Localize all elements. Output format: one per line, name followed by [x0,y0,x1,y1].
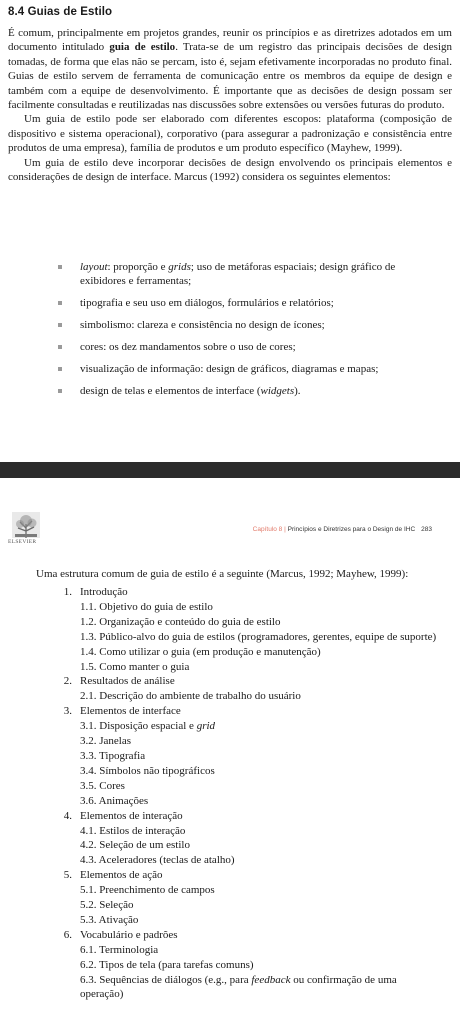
bullet-item [58,362,438,376]
header-separator: | [282,526,288,533]
toc-section-number: 4. [63,809,72,822]
toc-intro: Uma estrutura comum de guia de estilo é a seguinte (Marcus, 1992; Mayhew, 1999): [36,568,409,580]
toc-subsection [58,660,438,675]
toc-subsection-text: 4.3. Aceleradores (teclas de atalho) [80,854,235,867]
paragraph-1-bold-term: guia de estilo [109,41,176,54]
toc-section-title: Elementos de interface [80,705,181,718]
toc-section-number: 3. [63,705,72,718]
paragraph-1-text-b: . Trata-se de um registro das principais decisões de design tomadas, de forma que elas não se percam, isto é, sejam efetivamente incorporadas no produto final. Guias de estilo servem de ferramenta de comunicação entre os membros da equipe de design e também com a equipe de desenvolvimento. É importante que as decisões de design possam ser facilmente consultadas e reutilizadas nas discussões sobre extensões ou versões futuras do produto. [8,41,452,112]
toc-subsection-text-tail: ou confirmação de uma operação) [80,973,397,1001]
toc-subsection [58,838,438,853]
top-page [0,0,460,462]
bottom-page [0,478,460,1025]
toc-subsection-italic: feedback [251,973,291,986]
paragraph-3: Um guia de estilo deve incorporar decisões de design envolvendo os principais elementos e considerações de design de interface. Marcus (1992) considera os seguintes elementos: [8,156,452,184]
page-divider [0,462,460,478]
toc-subsection-italic: grid [196,720,216,733]
toc-subsection [58,958,438,973]
toc-subsection [58,749,438,764]
toc-subsection-text: 4.2. Seleção de um estilo [80,839,190,852]
toc-subsection [58,615,438,630]
square-bullet-icon [58,265,62,269]
toc-subsection-text: 3.2. Janelas [80,735,132,748]
bullet-item [58,260,438,289]
square-bullet-icon [58,345,62,349]
toc-section-number: 1. [63,586,72,598]
toc-section [58,928,438,943]
elsevier-tree-logo [12,512,40,542]
square-bullet-icon [58,323,62,327]
toc-subsection-text: 1.4. Como utilizar o guia (em produção e manutenção) [80,645,321,658]
bullet-text: ). [294,384,301,397]
toc-subsection-text: 3.6. Animações [80,794,149,807]
bullet-italic-term: widgets [260,384,295,397]
bullet-italic-term: grids [168,261,191,273]
toc-subsection-text: 6.3. Sequências de diálogos (e.g., para [80,973,252,986]
toc-section-title: Elementos de interação [80,809,183,822]
toc-subsection-text: 5.3. Ativação [80,913,139,926]
toc-subsection [58,779,438,794]
toc-section-title: Vocabulário e padrões [80,928,178,941]
toc-subsection-text: 3.3. Tipografia [80,749,146,762]
toc-subsection [58,794,438,809]
toc-section [58,868,438,883]
toc-subsection-text: 1.2. Organização e conteúdo do guia de estilo [80,615,281,628]
toc-subsection [58,824,438,839]
square-bullet-icon [58,389,62,393]
bullet-text: ; uso de metáforas espaciais; design gráfico de exibidores e ferramentas; [80,261,396,288]
toc-subsection [58,734,438,749]
toc-subsection-text: 3.1. Disposição espacial e [80,720,197,733]
square-bullet-icon [58,301,62,305]
toc-subsection-text: 4.1. Estilos de interação [80,824,186,837]
toc-subsection-text: 2.1. Descrição do ambiente de trabalho do usuário [80,690,301,703]
toc-subsection [58,883,438,898]
publisher-name: ELSEVIER [8,539,37,545]
bullet-text: tipografia e seu uso em diálogos, formulários e relatórios; [80,297,334,310]
body-text [8,26,452,184]
toc-section [58,674,438,689]
toc-subsection-text: 5.1. Preenchimento de campos [80,884,215,897]
chapter-label: Capítulo 8 [252,526,283,533]
toc-subsection [58,645,438,660]
toc-subsection [58,689,438,704]
toc-subsection-text: 1.1. Objetivo do guia de estilo [80,600,213,613]
square-bullet-icon [58,367,62,371]
bullet-italic-term: layout [80,261,108,273]
paragraph-1-text-a: É comum, principalmente em projetos grandes, reunir os princípios e as diretrizes adotados em um documento intitulado [8,27,452,54]
bullet-text: cores: os dez mandamentos sobre o uso de cores; [80,341,296,354]
bullet-text: : proporção e [107,261,169,273]
toc-subsection [58,764,438,779]
toc-subsection [58,630,438,645]
toc-subsection-text: 3.4. Símbolos não tipográficos [80,764,215,777]
toc-subsection [58,973,438,1003]
toc-section-title: Resultados de análise [80,675,175,688]
toc-subsection [58,943,438,958]
toc-subsection-text: 1.5. Como manter o guia [80,660,190,673]
toc-subsection [58,719,438,734]
toc-subsection-text: 5.2. Seleção [80,899,134,912]
toc-subsection-text: 6.2. Tipos de tela (para tarefas comuns) [80,958,254,971]
toc-subsection [58,853,438,868]
toc-subsection [58,600,438,615]
bullet-item [58,384,438,398]
toc-subsection-text: 1.3. Público-alvo do guia de estilos (programadores, gerentes, equipe de suporte) [80,630,437,643]
bullet-list [58,260,438,406]
toc-section-title: Elementos de ação [80,869,163,882]
running-header [253,526,432,533]
bullet-text: visualização de informação: design de gráficos, diagramas e mapas; [80,363,379,376]
bullet-text: design de telas e elementos de interface ( [80,384,261,397]
toc-subsection [58,913,438,928]
toc-section [58,704,438,719]
chapter-title: Princípios e Diretrizes para o Design de IHC [287,526,416,533]
toc-subsection-text: 6.1. Terminologia [80,943,159,956]
section-heading: 8.4 Guias de Estilo [8,6,113,18]
style-guide-outline [58,585,438,1002]
bullet-item [58,340,438,354]
toc-section-number: 6. [63,928,72,941]
toc-section-number: 5. [63,869,72,882]
bullet-text: simbolismo: clareza e consistência no design de ícones; [80,319,325,332]
toc-section-number: 2. [63,675,72,688]
toc-section-title: Introdução [80,586,128,598]
bullet-item [58,318,438,332]
bullet-item [58,296,438,310]
toc-subsection-text: 3.5. Cores [80,779,125,792]
toc-subsection [58,898,438,913]
paragraph-2: Um guia de estilo pode ser elaborado com diferentes escopos: plataforma (composição de dispositivo e sistema operacional), corporativo (para assegurar a padronização e consistência entre produtos de uma empresa), família de produtos e um produto específico (Mayhew, 1999). [8,113,452,155]
toc-section [58,809,438,824]
toc-section [58,585,438,600]
paragraph-1 [8,26,452,112]
page-number: 283 [421,526,432,533]
